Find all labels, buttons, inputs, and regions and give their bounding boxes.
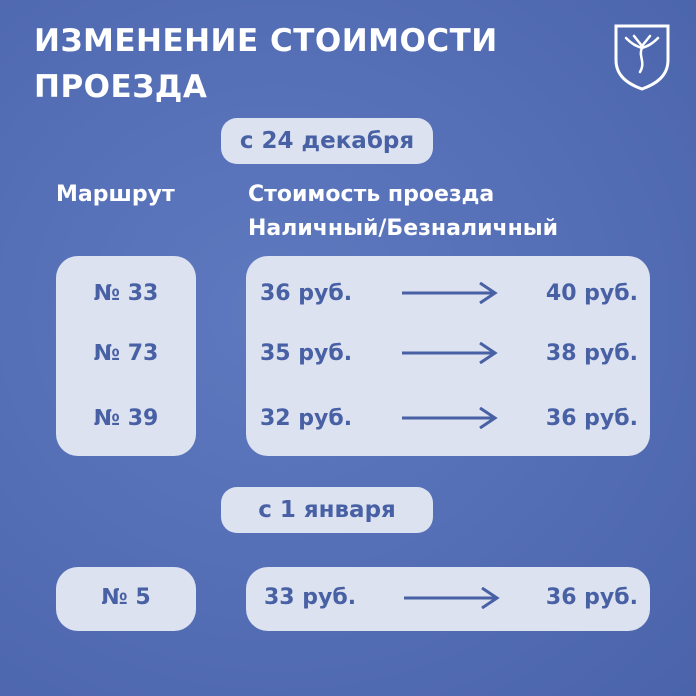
- date-label-january: с 1 января: [258, 497, 396, 523]
- new-price: 38 руб.: [545, 341, 638, 366]
- date-label-december: с 24 декабря: [239, 128, 415, 154]
- date-badge-december: [221, 118, 433, 164]
- price-header-line-2: Наличный/Безналичный: [248, 216, 559, 241]
- right-arrow-icon: [402, 282, 498, 304]
- route-number: № 39: [93, 406, 159, 431]
- route-number: № 5: [101, 585, 151, 610]
- new-price: 36 руб.: [545, 406, 638, 431]
- route-column-header: Маршрут: [56, 182, 175, 207]
- route-number: № 33: [93, 281, 159, 306]
- right-arrow-icon: [402, 342, 498, 364]
- date-badge-january: [221, 487, 433, 533]
- prices-panel: [246, 567, 650, 631]
- price-header-line-1: Стоимость проезда: [248, 182, 495, 207]
- routes-panel: [56, 567, 196, 631]
- saratov-crest-icon: [612, 22, 672, 92]
- new-price: 36 руб.: [545, 585, 638, 610]
- right-arrow-icon: [404, 587, 500, 609]
- prices-panel: [246, 256, 650, 456]
- price-column-header: [248, 178, 558, 246]
- page-title: [34, 18, 498, 110]
- title-line-2: ПРОЕЗДА: [34, 69, 208, 105]
- new-price: 40 руб.: [545, 281, 638, 306]
- routes-panel: [56, 256, 196, 456]
- right-arrow-icon: [402, 407, 498, 429]
- old-price: 33 руб.: [264, 585, 357, 610]
- old-price: 36 руб.: [260, 281, 353, 306]
- route-number: № 73: [93, 341, 159, 366]
- title-line-1: ИЗМЕНЕНИЕ СТОИМОСТИ: [34, 23, 498, 59]
- old-price: 32 руб.: [260, 406, 353, 431]
- old-price: 35 руб.: [260, 341, 353, 366]
